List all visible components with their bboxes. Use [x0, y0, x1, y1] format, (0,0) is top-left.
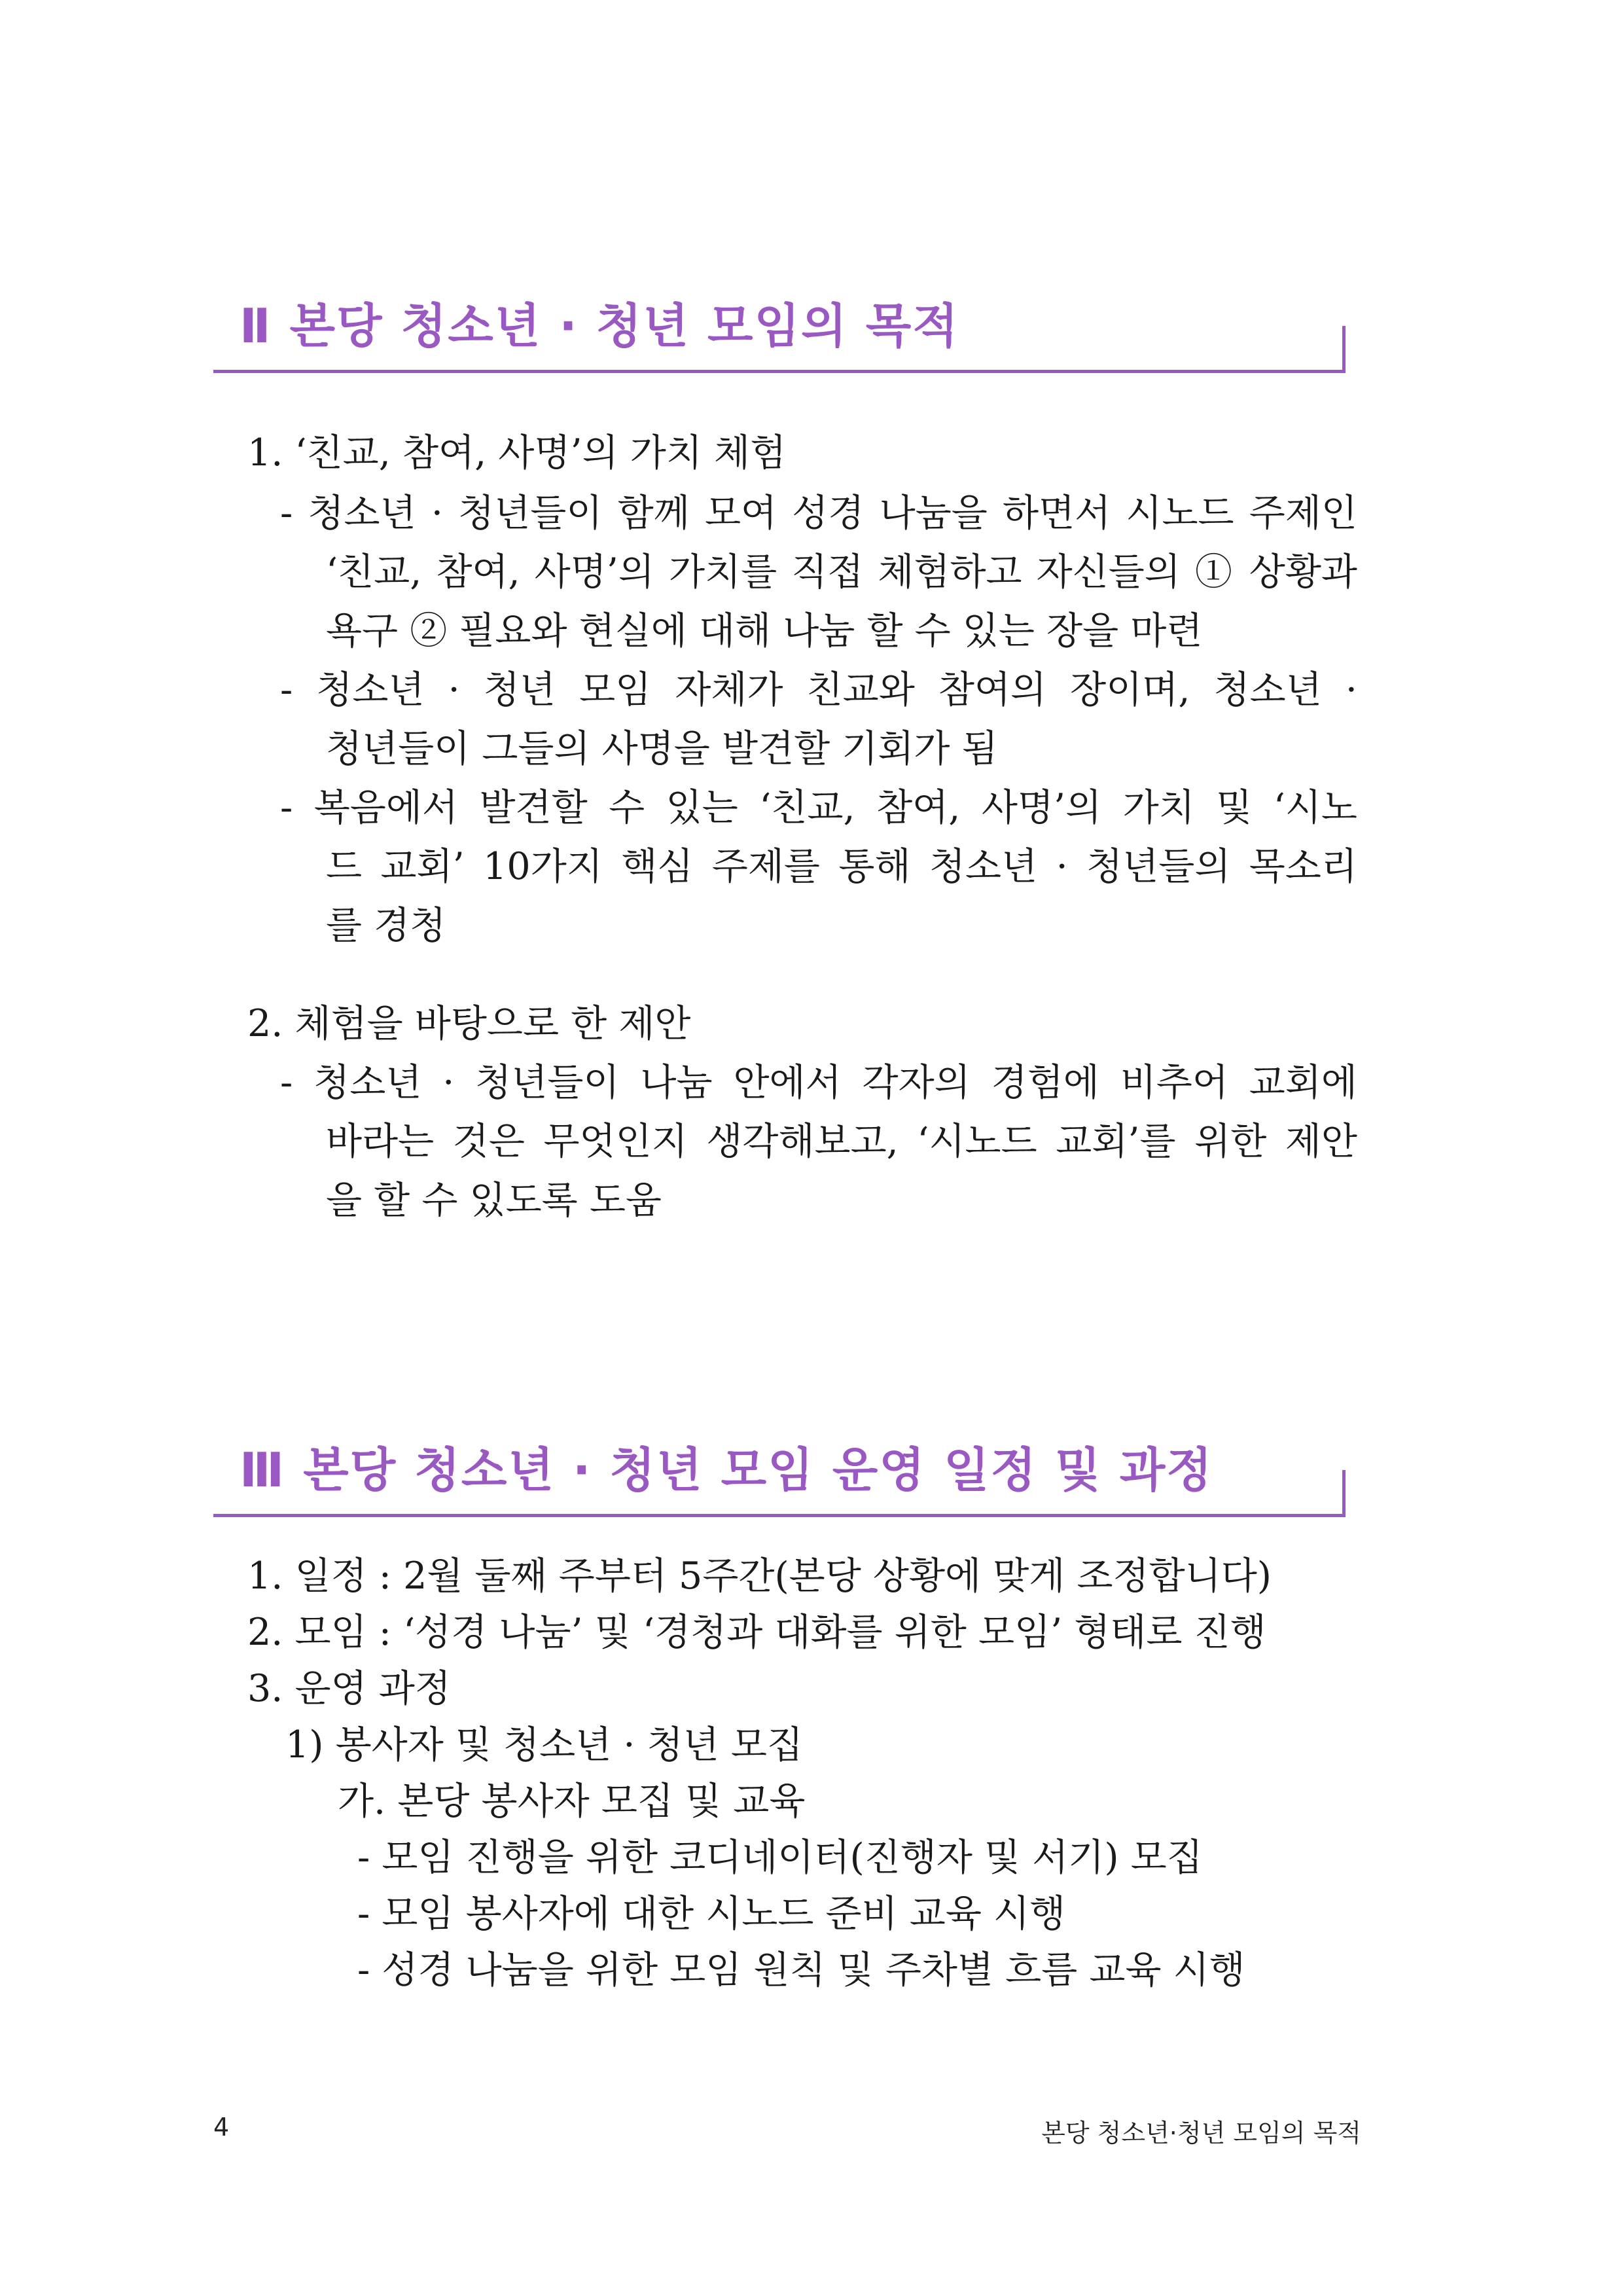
process-item: 3. 운영 과정	[247, 1667, 451, 1710]
item-2-bullet-1-line-3: 을 할 수 있도록 도움	[326, 1179, 662, 1222]
process-detail-3: - 성경 나눔을 위한 모임 원칙 및 주차별 흐름 교육 시행	[357, 1948, 1245, 1992]
item-1-bullet-1-line-2: ‘친교, 참여, 사명’의 가치를 직접 체험하고 자신들의 ① 상황과	[326, 550, 1357, 594]
item-2-bullet-1-line-2: 바라는 것은 무엇인지 생각해보고, ‘시노드 교회’를 위한 제안	[326, 1120, 1357, 1163]
item-1-bullet-2-line-2: 청년들이 그들의 사명을 발견할 기회가 됨	[326, 727, 998, 770]
running-title: 본당 청소년·청년 모임의 목적	[1041, 2119, 1361, 2147]
section-3-header	[213, 1432, 1346, 1517]
item-1-bullet-2-line-1: - 청소년 · 청년 모임 자체가 친교와 참여의 장이며, 청소년 ·	[280, 668, 1357, 711]
item-1-bullet-3-line-3: 를 경청	[326, 904, 446, 947]
section-3-title: Ⅲ 본당 청소년 · 청년 모임 운영 일정 및 과정	[240, 1443, 1213, 1498]
page-number: 4	[213, 2113, 230, 2142]
meeting-item: 2. 모임 : ‘성경 나눔’ 및 ‘경청과 대화를 위한 모임’ 형태로 진행	[247, 1611, 1266, 1654]
section-3-corner-mark	[1342, 1470, 1346, 1517]
process-detail-2: - 모임 봉사자에 대한 시노드 준비 교육 시행	[357, 1892, 1066, 1935]
section-2-header	[213, 288, 1346, 373]
item-1-bullet-3-line-2: 드 교회’ 10가지 핵심 주제를 통해 청소년 · 청년들의 목소리	[326, 845, 1357, 888]
process-detail-1: - 모임 진행을 위한 코디네이터(진행자 및 서기) 모집	[357, 1836, 1203, 1879]
item-1-bullet-1-line-1: - 청소년 · 청년들이 함께 모여 성경 나눔을 하면서 시노드 주제인	[280, 492, 1357, 535]
item-1-bullet-3-line-1: - 복음에서 발견할 수 있는 ‘친교, 참여, 사명’의 가치 및 ‘시노	[280, 786, 1357, 829]
section-3-underline	[213, 1514, 1346, 1517]
item-1-bullet-1-line-3: 욕구 ② 필요와 현실에 대해 나눔 할 수 있는 장을 마련	[326, 609, 1203, 653]
process-sub-1: 1) 봉사자 및 청소년 · 청년 모집	[285, 1723, 804, 1767]
section-2-underline	[213, 370, 1346, 373]
process-sub-1a: 가. 본당 봉사자 모집 및 교육	[338, 1780, 806, 1823]
item-2-bullet-1-line-1: - 청소년 · 청년들이 나눔 안에서 각자의 경험에 비추어 교회에	[280, 1061, 1357, 1104]
section-2-title: Ⅱ 본당 청소년 · 청년 모임의 목적	[240, 298, 959, 353]
item-1-heading: 1. ‘친교, 참여, 사명’의 가치 체험	[247, 431, 787, 475]
section-2-corner-mark	[1342, 326, 1346, 373]
item-2-heading: 2. 체험을 바탕으로 한 제안	[247, 1002, 691, 1045]
schedule-item: 1. 일정 : 2월 둘째 주부터 5주간(본당 상황에 맞게 조정합니다)	[247, 1554, 1272, 1598]
